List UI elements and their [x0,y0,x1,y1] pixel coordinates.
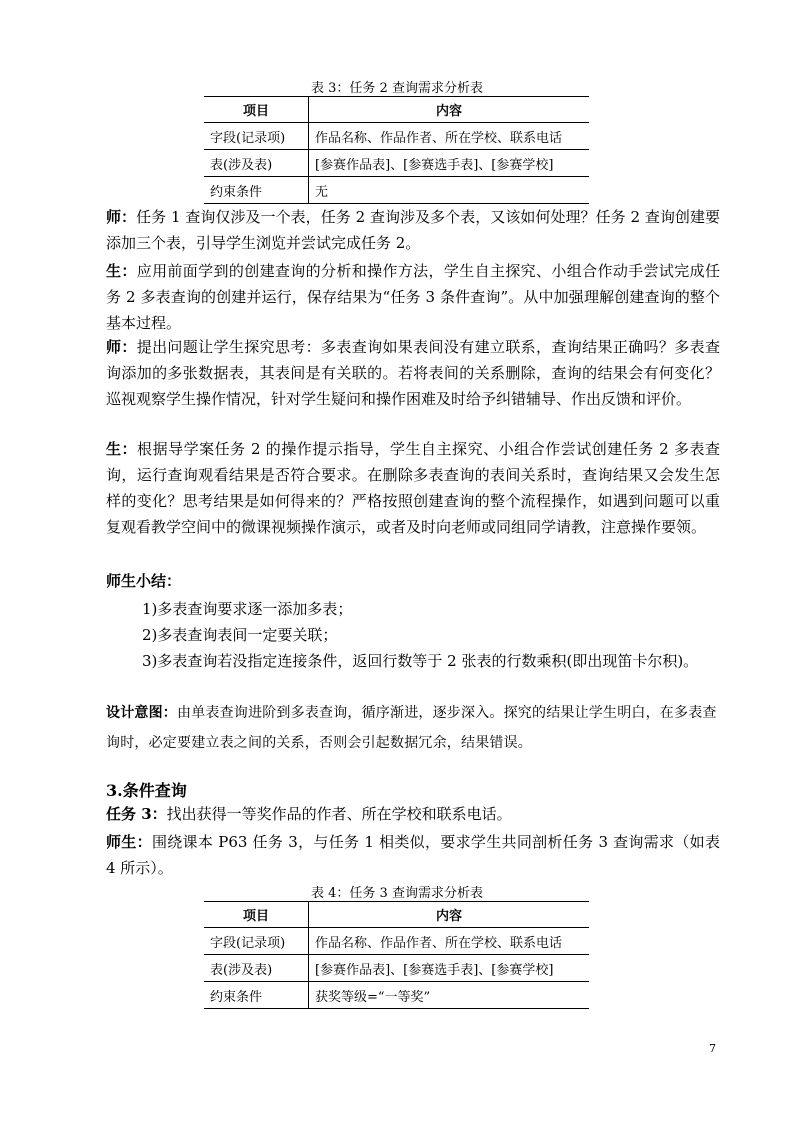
table3 [204,96,589,204]
task3-line [106,801,720,827]
task-text: 找出获得一等奖作品的作者、所在学校和联系电话。 [166,805,512,823]
row-content: [参赛作品表]、[参赛选手表]、[参赛学校] [309,150,590,177]
table3-caption: 表 3：任务 2 查询需求分析表 [311,81,483,96]
paragraph-text: 围绕课本 P63 任务 3，与任务 1 相类似，要求学生共同剖析任务 3 查询需求（如表 4 所示）。 [106,833,720,877]
header-item: 项目 [204,902,309,928]
row-item: 约束条件 [204,177,309,204]
table4 [204,901,589,1009]
summary-title: 师生小结： [106,572,182,590]
row-content: 作品名称、作品作者、所在学校、联系电话 [309,123,590,150]
table-row [204,955,589,982]
row-content: 作品名称、作品作者、所在学校、联系电话 [309,928,590,955]
table-row [204,177,589,204]
paragraph-student-1 [106,258,720,336]
speaker-label: 生： [106,440,138,458]
table-row [204,928,589,955]
design-intent [106,698,720,758]
header-content: 内容 [309,97,590,123]
speaker-label: 师生： [106,833,152,851]
speaker-label: 生： [106,262,137,280]
row-content: 获奖等级=“一等奖” [309,982,590,1009]
paragraph-teacher-1 [106,204,720,256]
table4-caption: 表 4：任务 3 查询需求分析表 [311,886,483,901]
summary-item-3: 3)多表查询若没指定连接条件，返回行数等于 2 张表的行数乘积(即出现笛卡尔积)。 [142,652,699,670]
header-content: 内容 [309,902,590,928]
paragraph-teacher-student [106,829,720,881]
paragraph-text: 任务 1 查询仅涉及一个表，任务 2 查询涉及多个表，又该如何处理？任务 2 查询创建要添加三个表，引导学生浏览并尝试完成任务 2。 [106,208,720,252]
row-item: 表(涉及表) [204,150,309,177]
table-header-row [204,97,589,123]
header-item: 项目 [204,97,309,123]
summary-item-1: 1)多表查询要求逐一添加多表； [142,600,353,618]
design-label: 设计意图： [106,705,177,721]
section-heading: 3.条件查询 [106,781,187,800]
speaker-label: 师： [106,208,137,226]
paragraph-text: 应用前面学到的创建查询的分析和操作方法，学生自主探究、小组合作动手尝试完成任务 2 多表查询的创建并运行，保存结果为“任务 3 条件查询”。从中加强理解创建查询的整个基本过程。 [106,262,720,332]
table-row [204,123,589,150]
page-number: 7 [709,1042,716,1055]
summary-item-2: 2)多表查询表间一定要关联； [142,626,338,644]
paragraph-text: 根据导学案任务 2 的操作提示指导，学生自主探究、小组合作尝试创建任务 2 多表查询，运行查询观看结果是否符合要求。在删除多表查询的表间关系时，查询结果又会发生怎样的变化？思考结果是如何得来的？严格按照创建查询的整个流程操作，如遇到问题可以重复观看教学空间中的微课视频操作演示，或者及时向老师或同组同学请教，注意操作要领。 [106,440,720,536]
row-item: 表(涉及表) [204,955,309,982]
table-header-row [204,902,589,928]
table-row [204,982,589,1009]
row-item: 字段(记录项) [204,928,309,955]
paragraph-teacher-2 [106,334,720,412]
row-item: 字段(记录项) [204,123,309,150]
row-item: 约束条件 [204,982,309,1009]
speaker-label: 师： [106,338,137,356]
paragraph-student-2 [106,436,720,540]
task-label: 任务 3： [106,805,167,823]
row-content: 无 [309,177,590,204]
design-text: 由单表查询进阶到多表查询，循序渐进，逐步深入。探究的结果让学生明白，在多表查询时，必定要建立表之间的关系，否则会引起数据冗余，结果错误。 [106,705,717,751]
paragraph-text: 提出问题让学生探究思考：多表查询如果表间没有建立联系，查询结果正确吗？多表查询添加的多张数据表，其表间是有关联的。若将表间的关系删除，查询的结果会有何变化？巡视观察学生操作情况，针对学生疑问和操作困难及时给予纠错辅导、作出反馈和评价。 [106,338,720,408]
row-content: [参赛作品表]、[参赛选手表]、[参赛学校] [309,955,590,982]
table-row [204,150,589,177]
